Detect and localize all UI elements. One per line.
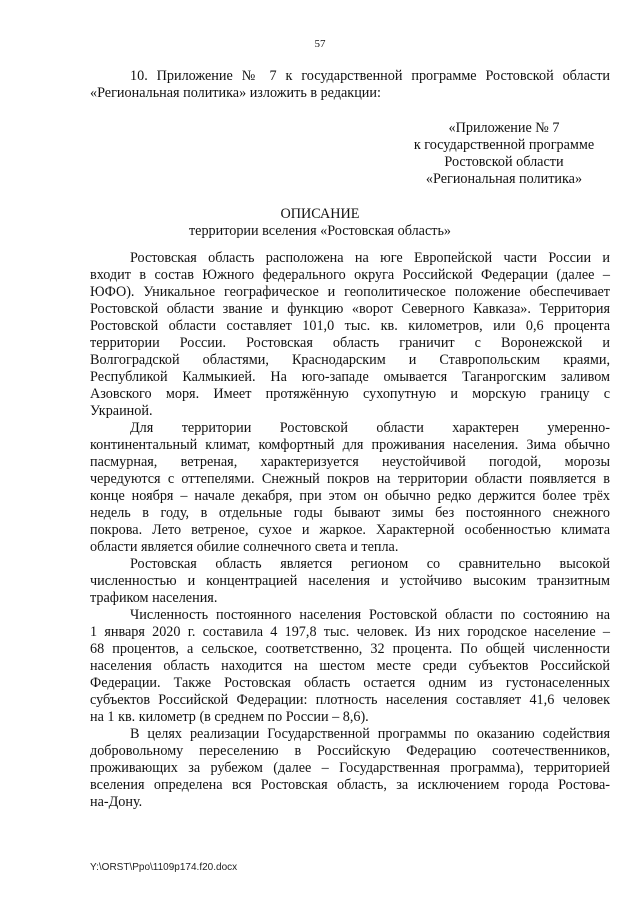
text-line: Ростовская область расположена на юге Европейской части России и bbox=[130, 250, 610, 266]
amendment-intro bbox=[90, 68, 610, 102]
paragraph-location bbox=[90, 250, 610, 420]
text-line: В целях реализации Государственной программы по оказанию содействия bbox=[130, 726, 610, 742]
appendix-heading-line: «Региональная политика» bbox=[425, 171, 583, 187]
text-line: недель в году, в отдельные годы бывают зимы без постоянного снежного bbox=[90, 505, 610, 521]
text-line: трафиком населения. bbox=[90, 590, 218, 606]
text-line: Для территории Ростовской области характерен умеренно- bbox=[130, 420, 610, 436]
paragraph-population-statistics bbox=[90, 607, 610, 726]
text-line: Ростовская область является регионом со сравнительно высокой bbox=[130, 556, 610, 572]
text-line: Республикой Калмыкией. На юго-западе омывается Таганрогским заливом bbox=[90, 369, 610, 385]
text-line: чередуются с оттепелями. Снежный покров на территории области появляется в bbox=[90, 471, 610, 487]
text-line: проживающих за рубежом (далее – Государственная программа), территорией bbox=[90, 760, 610, 776]
text-line: на 1 кв. километр (в среднем по России – 8,6). bbox=[90, 709, 369, 725]
paragraph-climate bbox=[90, 420, 610, 556]
text-line: Азовского моря. Имеет протяжённую сухопутную и морскую границу с bbox=[90, 386, 610, 402]
text-line: территории России. Ростовская область граничит с Воронежской и bbox=[90, 335, 610, 351]
text-line: населения область находится на шестом месте среди субъектов Российской bbox=[90, 658, 610, 674]
file-path-footer: Y:\ORST\Ppo\1109p174.f20.docx bbox=[90, 862, 238, 873]
intro-line: 10. Приложение № 7 к государственной программе Ростовской области bbox=[130, 68, 610, 84]
document-heading bbox=[0, 206, 640, 240]
text-line: на-Дону. bbox=[90, 794, 143, 810]
text-line: Федерации. Также Ростовская область остается одним из густонаселенных bbox=[90, 675, 610, 691]
text-line: Украиной. bbox=[90, 403, 153, 419]
text-line: Волгоградской областями, Краснодарским и Ставропольским краями, bbox=[90, 352, 610, 368]
appendix-heading-line: «Приложение № 7 bbox=[448, 120, 560, 136]
document-subtitle: территории вселения «Ростовская область» bbox=[188, 223, 452, 239]
text-line: численностью и концентрацией населения и устойчиво высоким транзитным bbox=[90, 573, 610, 589]
text-line: 1 января 2020 г. составила 4 197,8 тыс. человек. Из них городское население – bbox=[90, 624, 610, 640]
appendix-heading-line: Ростовской области bbox=[444, 154, 564, 170]
paragraph-resettlement-program bbox=[90, 726, 610, 811]
text-line: ЮФО). Уникальное географическое и геополитическое положение обеспечивает bbox=[90, 284, 610, 300]
page-number: 57 bbox=[314, 38, 326, 50]
text-line: области является обилие солнечного света и тепла. bbox=[90, 539, 399, 555]
text-line: вселения определена вся Ростовская область, за исключением города Ростова- bbox=[90, 777, 610, 793]
document-title: ОПИСАНИЕ bbox=[280, 206, 360, 222]
appendix-heading bbox=[398, 120, 610, 188]
intro-line: «Региональная политика» изложить в редакции: bbox=[90, 85, 381, 101]
appendix-heading-line: к государственной программе bbox=[413, 137, 595, 153]
text-line: покрова. Лето ветреное, сухое и жаркое. Характерной особенностью климата bbox=[90, 522, 610, 538]
text-line: Ростовской области составляет 101,0 тыс. кв. километров, или 0,6 процента bbox=[90, 318, 610, 334]
text-line: входит в состав Южного федерального округа Российской Федерации (далее – bbox=[90, 267, 610, 283]
text-line: Численность постоянного населения Ростовской области по состоянию на bbox=[130, 607, 610, 623]
text-line: континентальный климат, комфортный для проживания населения. Зима обычно bbox=[90, 437, 610, 453]
text-line: Ростовской области звание и функцию «ворот Северного Кавказа». Территория bbox=[90, 301, 610, 317]
text-line: добровольному переселению в Российскую Федерацию соотечественников, bbox=[90, 743, 610, 759]
text-line: субъектов Российской Федерации: плотность населения составляет 41,6 человек bbox=[90, 692, 610, 708]
paragraph-population-concentration bbox=[90, 556, 610, 607]
text-line: 68 процентов, а сельское, соответственно, 32 процента. По общей численности bbox=[90, 641, 610, 657]
text-line: конце ноября – начале декабря, при этом он обычно редко держится более трёх bbox=[90, 488, 610, 504]
description-body bbox=[90, 250, 610, 811]
text-line: пасмурная, ветреная, характеризуется неустойчивой погодой, морозы bbox=[90, 454, 610, 470]
